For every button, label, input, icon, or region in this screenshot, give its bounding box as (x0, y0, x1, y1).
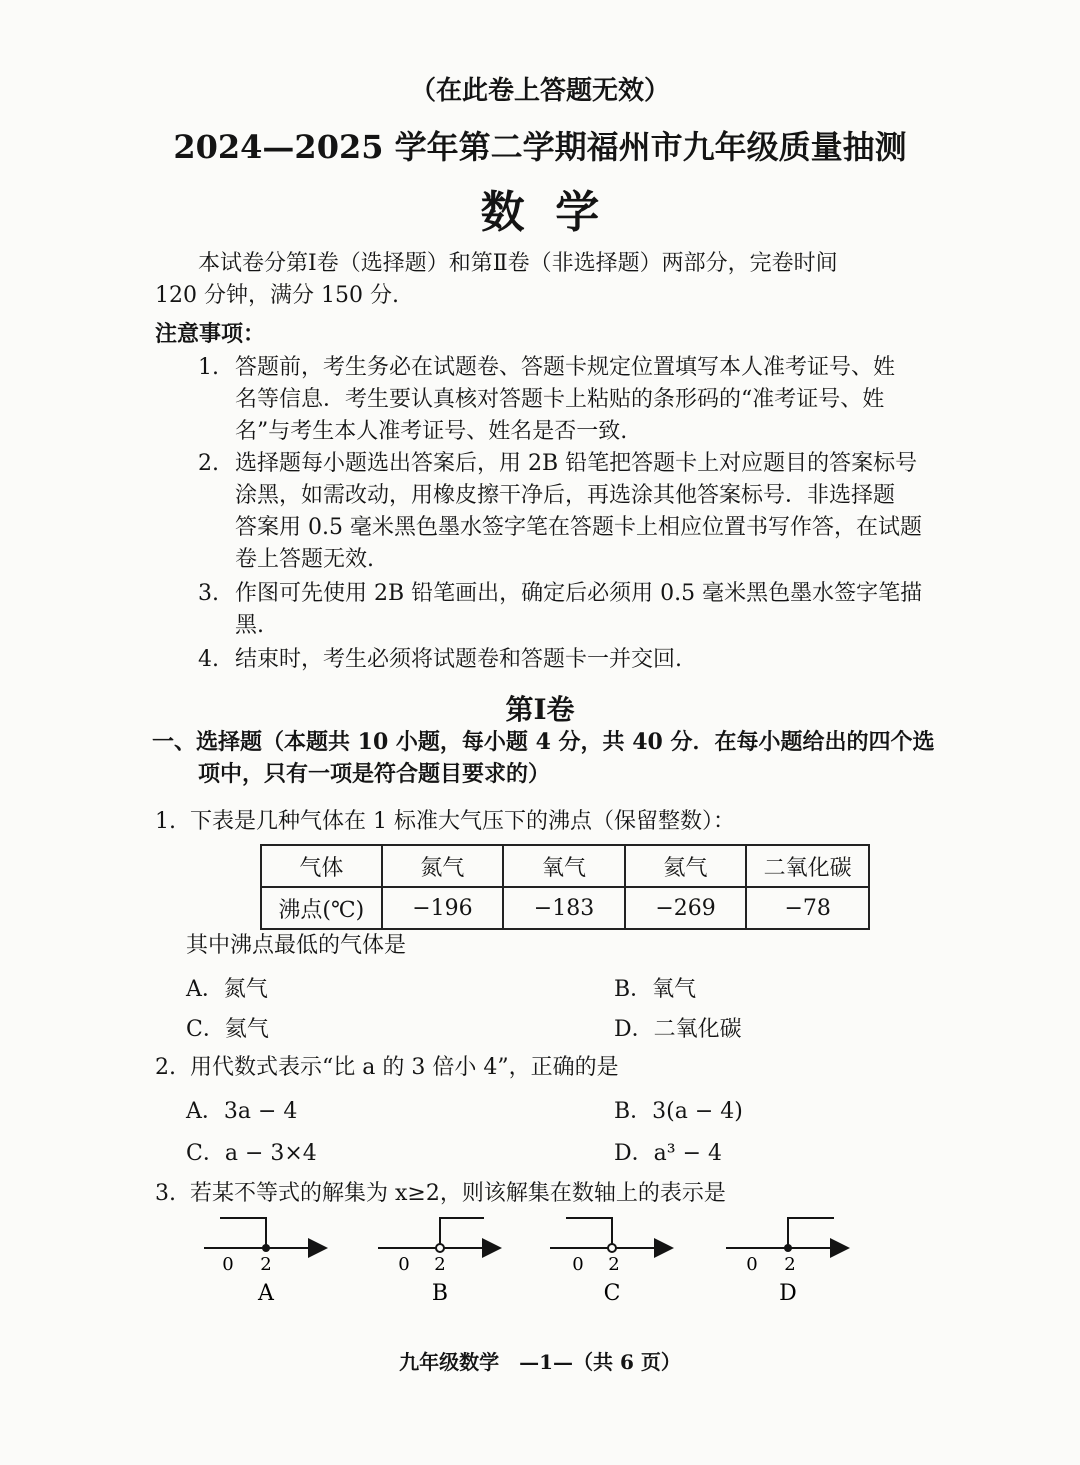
table-cell: −196 (382, 887, 504, 929)
tick-zero: 0 (746, 1254, 758, 1275)
q1-option-b: B．氧气 (614, 977, 697, 1002)
part-heading-line-2: 项中，只有一项是符合题目要求的） (198, 761, 551, 787)
q2-option-d: D．a³ − 4 (614, 1141, 722, 1166)
notes-heading: 注意事项： (155, 321, 266, 347)
subject-title: 数 学 (480, 187, 600, 238)
volume-title: 第Ⅰ卷 (505, 693, 575, 726)
figure-label-c: C (603, 1281, 621, 1306)
table-cell: −183 (503, 887, 625, 929)
note-3-line-2: 黑. (235, 613, 264, 638)
note-3-num: 3. (198, 581, 219, 606)
tick-two: 2 (608, 1254, 620, 1275)
table-cell: 沸点(℃) (261, 887, 382, 929)
q2-option-a: A．3a − 4 (186, 1099, 298, 1124)
number-line-a (200, 1212, 340, 1312)
table-cell: 气体 (261, 845, 382, 887)
q3-number: 3. (155, 1181, 176, 1206)
table-row (261, 887, 869, 929)
figure-label-d: D (779, 1281, 797, 1306)
tick-zero: 0 (398, 1254, 410, 1275)
solution-bracket (440, 1218, 484, 1248)
table-cell: 氮气 (382, 845, 504, 887)
tick-zero: 0 (572, 1254, 584, 1275)
hollow-dot (436, 1244, 444, 1252)
tick-two: 2 (260, 1254, 272, 1275)
page-footer: 九年级数学 —1—（共 6 页） (399, 1350, 681, 1374)
exam-title: 2024—2025 学年第二学期福州市九年级质量抽测 (173, 128, 907, 166)
q1-option-d: D．二氧化碳 (614, 1017, 742, 1042)
q2-option-b: B．3(a − 4) (614, 1099, 743, 1124)
note-2-line-3: 答案用 0.5 毫米黑色墨水签字笔在答题卡上相应位置书写作答，在试题 (235, 515, 922, 540)
number-line-b (374, 1212, 514, 1312)
number-line-c (546, 1212, 686, 1312)
note-2-line-2: 涂黑，如需改动，用橡皮擦干净后，再选涂其他答案标号．非选择题 (235, 483, 896, 508)
table-cell: 氦气 (625, 845, 747, 887)
figure-label-b: B (431, 1281, 449, 1306)
part-heading-line-1: 一、选择题（本题共 10 小题，每小题 4 分，共 40 分．在每小题给出的四个选 (152, 729, 935, 755)
q2-number: 2. (155, 1055, 176, 1080)
q3-stem: 若某不等式的解集为 x≥2，则该解集在数轴上的表示是 (190, 1181, 726, 1206)
table-cell: −78 (746, 887, 869, 929)
boiling-point-table (260, 844, 870, 930)
invalid-notice: （在此卷上答题无效） (409, 76, 670, 106)
q1-option-c: C．氦气 (186, 1017, 269, 1042)
q1-option-a: A．氮气 (186, 977, 268, 1002)
note-4-num: 4. (198, 647, 219, 672)
intro-line-2: 120 分钟，满分 150 分. (155, 283, 399, 308)
note-1-line-1: 答题前，考生务必在试题卷、答题卡规定位置填写本人准考证号、姓 (235, 355, 896, 380)
figure-label-a: A (258, 1281, 274, 1306)
number-line-d (722, 1212, 862, 1312)
note-1-line-2: 名等信息．考生要认真核对答题卡上粘贴的条形码的“准考证号、姓 (235, 387, 885, 412)
note-2-num: 2. (198, 451, 219, 476)
note-4-line-1: 结束时，考生必须将试题卷和答题卡一并交回. (235, 647, 682, 672)
solid-dot (262, 1244, 270, 1252)
intro-line-1: 本试卷分第Ⅰ卷（选择题）和第Ⅱ卷（非选择题）两部分，完卷时间 (198, 251, 838, 276)
table-cell: 氧气 (503, 845, 625, 887)
hollow-dot (608, 1244, 616, 1252)
note-2-line-1: 选择题每小题选出答案后，用 2B 铅笔把答题卡上对应题目的答案标号 (235, 451, 918, 476)
q1-number: 1. (155, 809, 176, 834)
table-cell: 二氧化碳 (746, 845, 869, 887)
q2-option-c: C．a − 3×4 (186, 1141, 317, 1166)
q1-stem: 下表是几种气体在 1 标准大气压下的沸点（保留整数）： (190, 809, 735, 834)
table-cell: −269 (625, 887, 747, 929)
tick-zero: 0 (222, 1254, 234, 1275)
solid-dot (784, 1244, 792, 1252)
solution-bracket (220, 1218, 266, 1248)
note-2-line-4: 卷上答题无效. (235, 547, 374, 572)
tick-two: 2 (434, 1254, 446, 1275)
table-header-row (261, 845, 869, 887)
solution-bracket (566, 1218, 612, 1248)
note-1-num: 1. (198, 355, 219, 380)
solution-bracket (788, 1218, 834, 1248)
note-1-line-3: 名”与考生本人准考证号、姓名是否一致. (235, 419, 628, 444)
tick-two: 2 (784, 1254, 796, 1275)
q1-ask: 其中沸点最低的气体是 (186, 933, 407, 958)
q2-stem: 用代数式表示“比 a 的 3 倍小 4”，正确的是 (190, 1055, 619, 1080)
note-3-line-1: 作图可先使用 2B 铅笔画出，确定后必须用 0.5 毫米黑色墨水签字笔描 (235, 581, 923, 606)
